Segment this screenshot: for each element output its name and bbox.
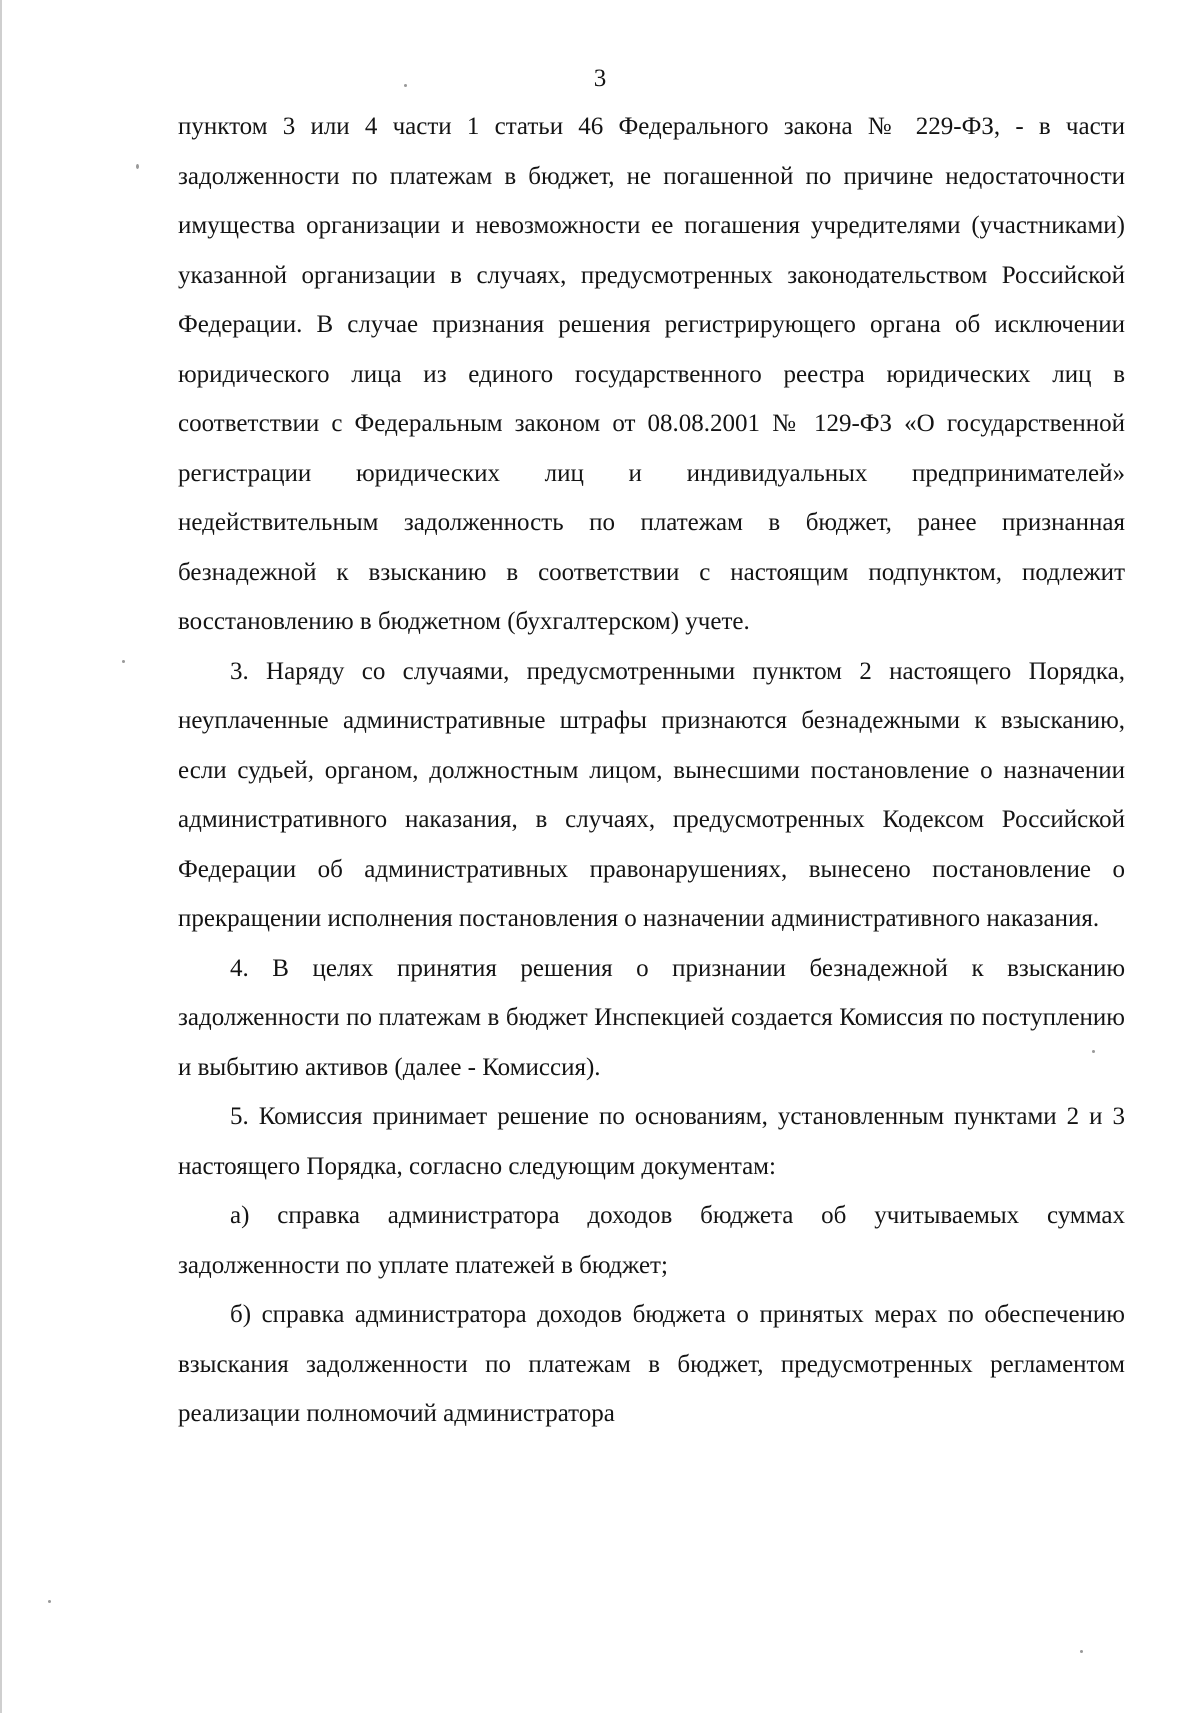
scan-speck (136, 164, 139, 169)
paragraph-5b: б) справка администратора доходов бюджета о принятых мерах по обеспечению взыскания задолженности по платежам в бюджет, предусмотренных регламентом реализации полномочий администратора (178, 1301, 1125, 1427)
page-number: 3 (593, 65, 607, 92)
scan-speck (48, 1600, 51, 1603)
scan-speck (1080, 1650, 1083, 1653)
paragraph-3: 3. Наряду со случаями, предусмотренными пунктом 2 настоящего Порядка, неуплаченные административные штрафы признаются безнадежными к взысканию, если судьей, органом, должностным лицом, вынесшими постановление о назначении административного наказания, в случаях, предусмотренных Кодексом Российской Федерации об административных правонарушениях, вынесено постановление о прекращении исполнения постановления о назначении административного наказания. (178, 657, 1125, 932)
paragraph-5a: а) справка администратора доходов бюджета об учитываемых суммах задолженности по уплате платежей в бюджет; (178, 1202, 1125, 1279)
scan-speck (404, 84, 407, 87)
document-body (178, 102, 1125, 1439)
paragraph-5: 5. Комиссия принимает решение по основаниям, установленным пунктами 2 и 3 настоящего Порядка, согласно следующим документам: (178, 1103, 1125, 1180)
scan-speck (1092, 1050, 1095, 1053)
scan-speck (122, 660, 125, 663)
paragraph-continuation: пунктом 3 или 4 части 1 статьи 46 Федерального закона № 229-ФЗ, - в части задолженности по платежам в бюджет, не погашенной по причине недостаточности имущества организации и невозможности ее погашения учредителями (участниками) указанной организации в случаях, предусмотренных законодательством Российской Федерации. В случае признания решения регистрирующего органа об исключении юридического лица из единого государственного реестра юридических лиц в соответствии с Федеральным законом от 08.08.2001 № 129-ФЗ «О государственной регистрации юридических лиц и индивидуальных предпринимателей» недействительным задолженность по платежам в бюджет, ранее признанная безнадежной к взысканию в соответствии с настоящим подпунктом, подлежит восстановлению в бюджетном (бухгалтерском) учете. (178, 113, 1125, 635)
scan-edge-line (0, 0, 2, 1713)
paragraph-4: 4. В целях принятия решения о признании безнадежной к взысканию задолженности по платежам в бюджет Инспекцией создается Комиссия по поступлению и выбытию активов (далее - Комиссия). (178, 954, 1125, 1081)
